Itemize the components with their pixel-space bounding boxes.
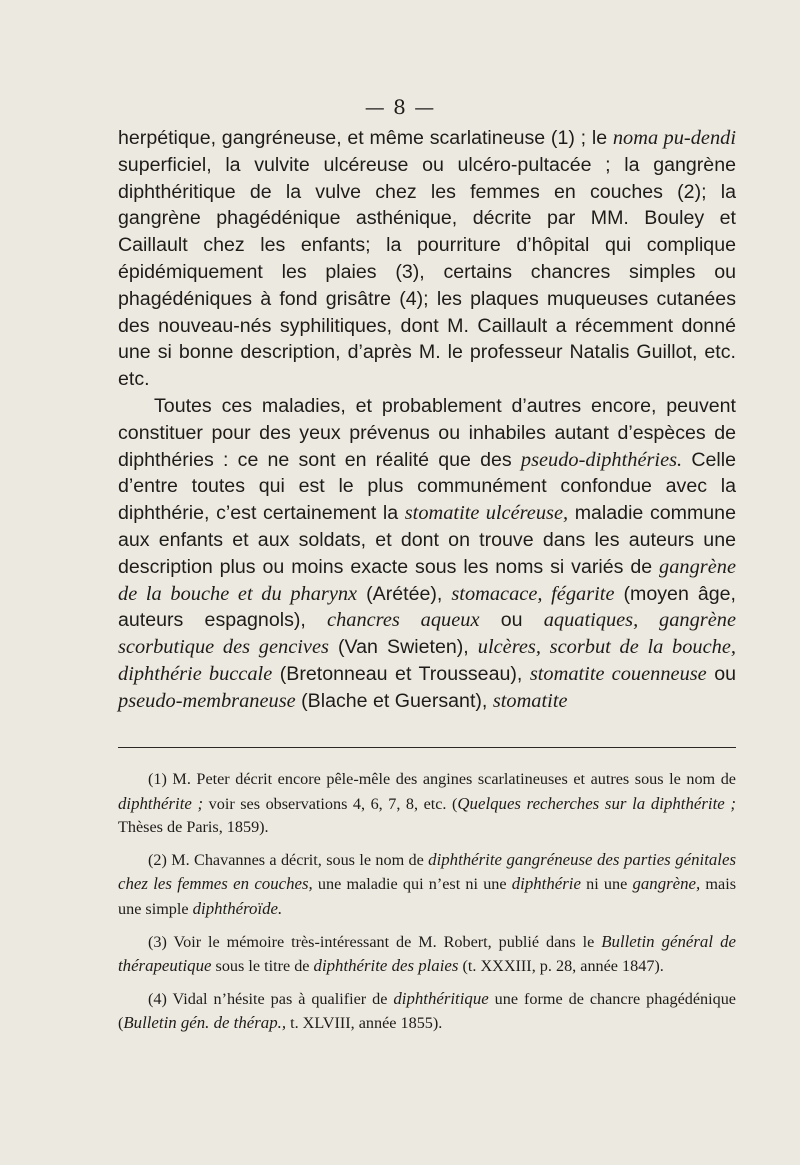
italic-text: Bulletin gén. de thérap., xyxy=(123,1013,287,1033)
italic-text: diphthéroïde. xyxy=(192,898,283,918)
italic-text: diphthérite gangréneuse des parties génitales chez les femmes en couches, xyxy=(118,849,736,894)
footnote xyxy=(118,930,736,979)
footnote-separator xyxy=(118,747,736,748)
footnote xyxy=(118,768,736,840)
main-text xyxy=(118,125,736,715)
italic-text: pseudo-membraneuse xyxy=(118,689,296,712)
italic-text: stomatite xyxy=(492,689,568,712)
italic-text: diphthérite ; xyxy=(118,793,204,813)
italic-text: stomacace, fégarite xyxy=(451,582,615,605)
text-run: herpétique, gangréneuse, et même scarlatineuse (1) ; le xyxy=(118,127,613,149)
text-run: Toutes ces maladies, et probablement d’autres encore, peuvent constituer pour des yeux prévenus ou inhabiles autant d’espèces de diphthéries : ce ne sont en réalité que des xyxy=(118,394,736,471)
footnote xyxy=(118,987,736,1036)
text-run: (Arétée), xyxy=(357,582,452,605)
italic-text: diphthéritique xyxy=(393,988,489,1008)
text-run: une maladie qui n’est ni une xyxy=(312,875,512,894)
footnote xyxy=(118,848,736,922)
text-run: t. XLVIII, année 1855). xyxy=(286,1014,443,1033)
text-run: (moyen âge, auteurs espagnols), xyxy=(118,582,737,632)
text-run: maladie commune aux enfants et aux soldats, et dont on trouve dans les auteurs une description plus ou moins exacte sous les noms si variés de xyxy=(118,502,736,578)
italic-text: Quelques recherches sur la diphthérite ; xyxy=(457,793,736,813)
text-run: (Bretonneau et Trousseau), xyxy=(272,662,530,685)
text-run: (2) M. Chavannes a décrit, sous le nom de xyxy=(148,850,429,869)
paragraph xyxy=(118,125,736,393)
italic-text: chancres aqueux xyxy=(327,609,480,632)
paragraph xyxy=(118,393,736,715)
italic-text: stomatite couenneuse xyxy=(529,662,707,685)
text-run: (Van Swieten), xyxy=(328,636,478,659)
text-run: Thèses de Paris, 1859). xyxy=(118,818,269,837)
text-run: (4) Vidal n’hésite pas à qualifier de xyxy=(148,989,394,1008)
italic-text: diphthérie xyxy=(511,874,581,894)
italic-text: diphthérite des plaies xyxy=(313,956,459,976)
italic-text: ulcères, scorbut de la bouche, diphthérie buccale xyxy=(118,636,736,685)
italic-text: gangrène de la bouche et du pharynx xyxy=(118,555,736,605)
text-run: superficiel, la vulvite ulcéreuse ou ulcéro-pultacée ; la gangrène diphthéritique de la vulve chez les femmes en couches (2); la gangrène phagédénique asthénique, décrite par MM. Bouley et Caillault chez les enfants; la pourriture d’hôpital qui complique épidémiquement les plaies (3), certains chancres simples ou phagédéniques à fond grisâtre (4); les plaques muqueuses cutanées des nouveau-nés syphilitiques, dont M. Caillault a récemment donné une si bonne description, d’après M. le professeur Natalis Guillot, etc. etc. xyxy=(118,153,736,391)
page-number: — 8 — xyxy=(364,95,436,119)
italic-text: aquatiques, gangrène scorbutique des gencives xyxy=(118,609,736,659)
text-run: ou xyxy=(479,609,544,632)
text-run: sous le titre de xyxy=(211,957,314,976)
text-run: (3) Voir le mémoire très-intéressant de M. Robert, publié dans le xyxy=(148,932,602,951)
text-run: voir ses observations 4, 6, 7, 8, etc. ( xyxy=(203,794,458,813)
italic-text: gangrène, xyxy=(632,874,701,894)
italic-text: pseudo-diphthéries. xyxy=(520,448,683,471)
italic-text: noma pu-dendi xyxy=(612,127,736,149)
text-run: (t. XXXIII, p. 28, année 1847). xyxy=(458,957,664,976)
text-run: Celle d’entre toutes qui est le plus communément confondue avec la diphthérie, c’est certainement la xyxy=(118,448,736,525)
text-run: ou xyxy=(706,662,737,685)
text-run: mais une simple xyxy=(118,875,736,918)
text-run: ni une xyxy=(580,875,633,894)
text-run: (1) M. Peter décrit encore pêle-mêle des angines scarlatineuses et autres sous le nom de xyxy=(148,770,736,788)
italic-text: Bulletin général de thérapeutique xyxy=(118,931,736,976)
text-run: une forme de chancre phagédénique ( xyxy=(118,989,736,1033)
footnotes xyxy=(118,768,736,1044)
text-run: (Blache et Guersant), xyxy=(295,689,493,712)
italic-text: stomatite ulcéreuse, xyxy=(404,502,569,525)
